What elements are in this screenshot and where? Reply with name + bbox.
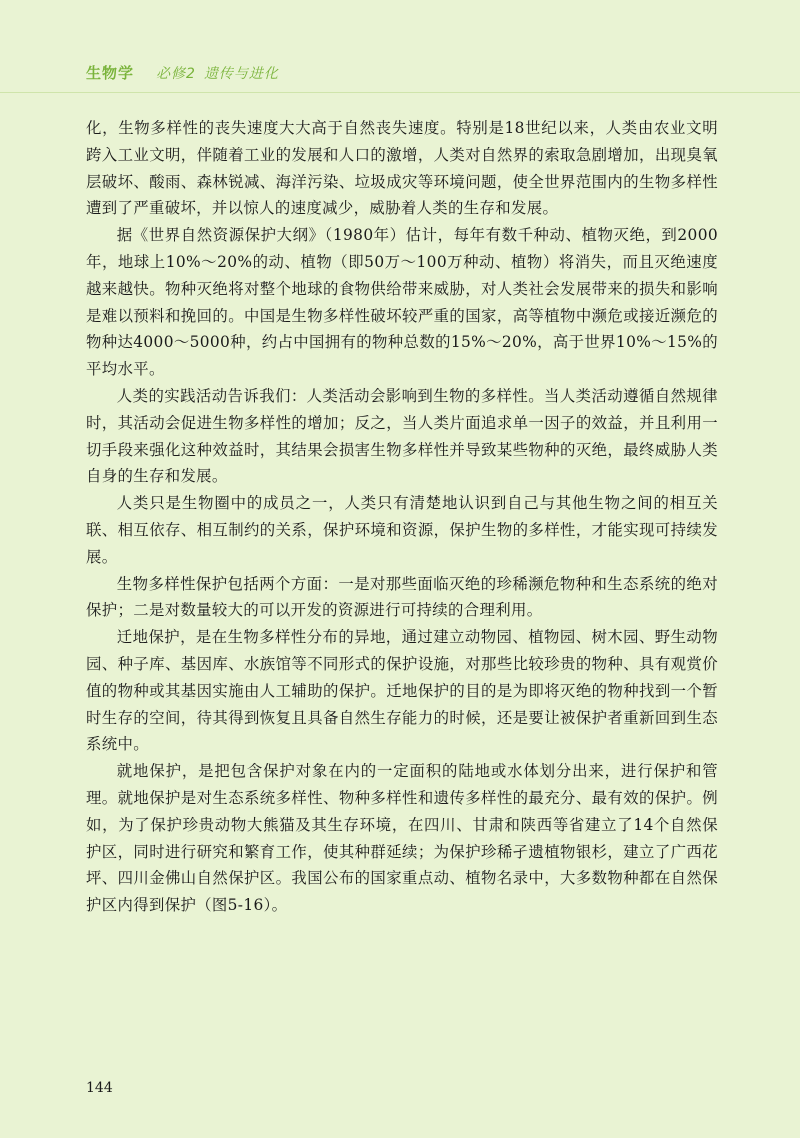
header-unit: 遗传与进化	[203, 66, 279, 82]
header-subject: 生物学	[86, 64, 135, 82]
paragraph: 据《世界自然资源保护大纲》（1980年）估计，每年有数千种动、植物灭绝，到2000年，地球上10%～20%的动、植物（即50万～100万种动、植物）将消失，而且灭绝速度越来越快。物种灭绝将对整个地球的食物供给带来威胁，对人类社会发展带来的损失和影响是难以预料和挽回的。中国是生物多样性破坏较严重的国家，高等植物中濒危或接近濒危的物种达4000～5000种，约占中国拥有的物种总数的15%～20%，高于世界10%～15%的平均水平。	[86, 226, 718, 379]
header-divider	[0, 92, 800, 93]
paragraph: 就地保护，是把包含保护对象在内的一定面积的陆地或水体划分出来，进行保护和管理。就地保护是对生态系统多样性、物种多样性和遗传多样性的最充分、最有效的保护。例如，为了保护珍贵动物大熊猫及其生存环境，在四川、甘肃和陕西等省建立了14个自然保护区，同时进行研究和繁育工作，使其种群延续；为保护珍稀孑遗植物银杉，建立了广西花坪、四川金佛山自然保护区。我国公布的国家重点动、植物名录中，大多数物种都在自然保护区内得到保护（图5-16）。	[86, 762, 718, 915]
page-body	[86, 115, 718, 919]
paragraph: 人类的实践活动告诉我们：人类活动会影响到生物的多样性。当人类活动遵循自然规律时，其活动会促进生物多样性的增加；反之，当人类片面追求单一因子的效益，并且利用一切手段来强化这种效益时，其结果会损害生物多样性并导致某些物种的灭绝，最终威胁人类自身的生存和发展。	[86, 386, 718, 486]
header-book: 必修2	[156, 66, 196, 82]
paragraph: 生物多样性保护包括两个方面：一是对那些面临灭绝的珍稀濒危物种和生态系统的绝对保护；二是对数量较大的可以开发的资源进行可持续的合理利用。	[86, 574, 718, 620]
page-number: 144	[86, 1080, 113, 1096]
paragraph-continued: 化，生物多样性的丧失速度大大高于自然丧失速度。特别是18世纪以来，人类由农业文明跨入工业文明，伴随着工业的发展和人口的激增，人类对自然界的索取急剧增加，出现臭氧层破坏、酸雨、森林锐减、海洋污染、垃圾成灾等环境问题，使全世界范围内的生物多样性遭到了严重破坏，并以惊人的速度减少，威胁着人类的生存和发展。	[86, 119, 718, 218]
running-header	[86, 62, 279, 82]
paragraph: 迁地保护，是在生物多样性分布的异地，通过建立动物园、植物园、树木园、野生动物园、种子库、基因库、水族馆等不同形式的保护设施，对那些比较珍贵的物种、具有观赏价值的物种或其基因实施由人工辅助的保护。迁地保护的目的是为即将灭绝的物种找到一个暂时生存的空间，待其得到恢复且具备自然生存能力的时候，还是要让被保护者重新回到生态系统中。	[86, 628, 718, 754]
paragraph: 人类只是生物圈中的成员之一，人类只有清楚地认识到自己与其他生物之间的相互关联、相互依存、相互制约的关系，保护环境和资源，保护生物的多样性，才能实现可持续发展。	[86, 494, 718, 566]
